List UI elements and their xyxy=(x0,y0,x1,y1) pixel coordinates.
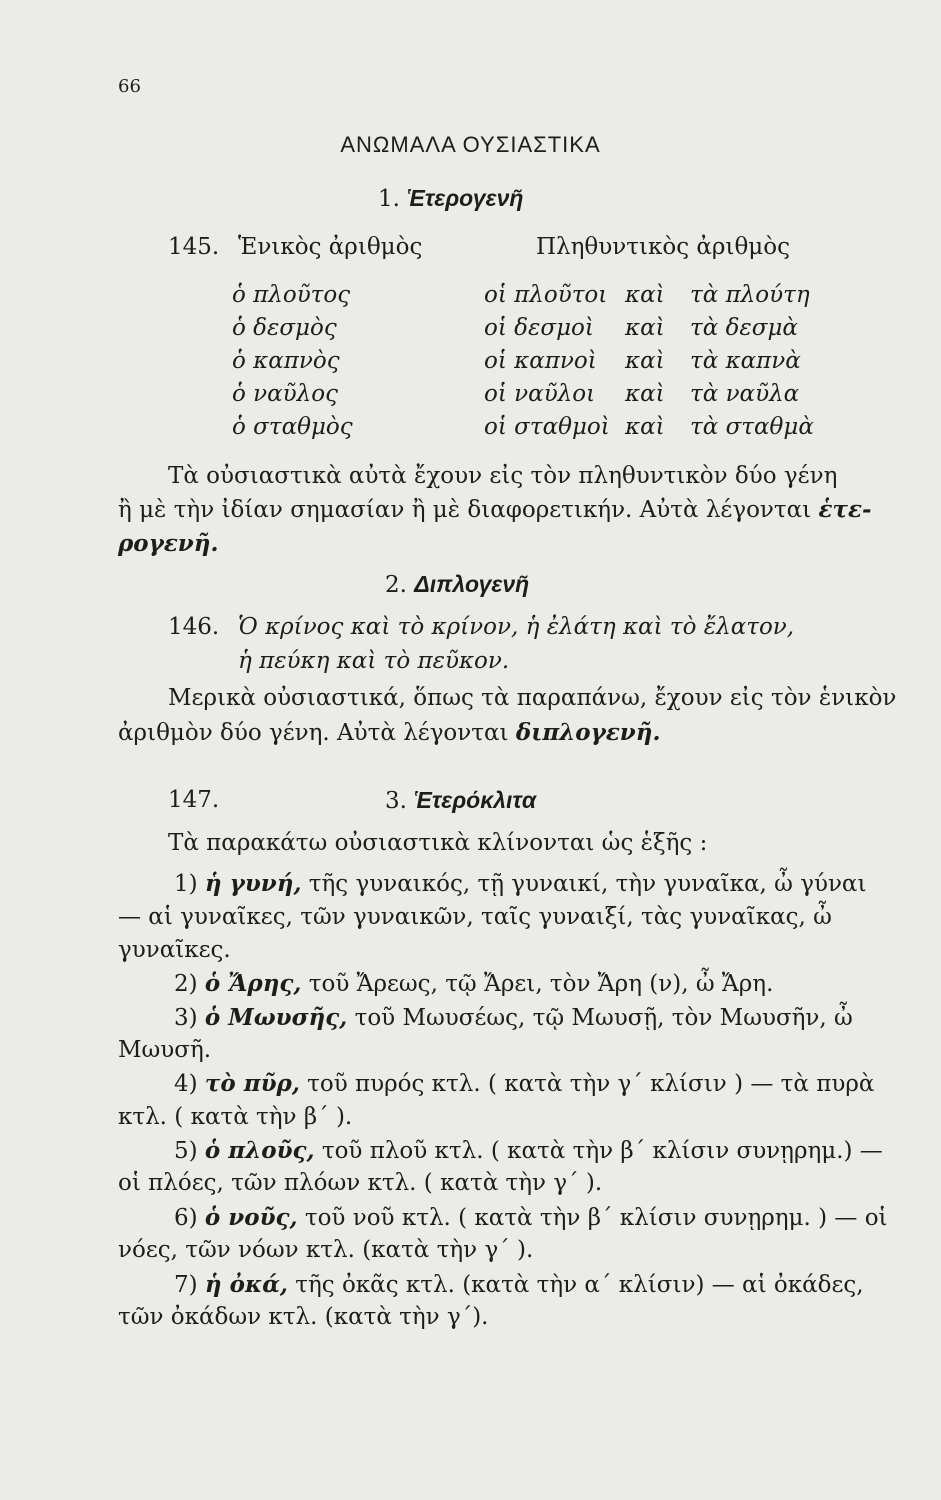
table-cell-plural-neut: τὰ ναῦλα xyxy=(690,381,800,407)
item-number: 4) xyxy=(174,1071,198,1097)
section-3-title: Ἑτερόκλιτα xyxy=(414,787,537,813)
item-text: τοῦ πυρός κτλ. ( κατὰ τὴν γ΄ κλίσιν ) — τὰ πυρὰ xyxy=(307,1071,875,1097)
table-cell-and: καὶ xyxy=(625,315,665,341)
item-headword: ἡ γυνή, xyxy=(204,870,302,897)
item-number: 1) xyxy=(174,871,198,897)
section-3-heading xyxy=(385,787,536,814)
section-1-title: Ἑτερογενῆ xyxy=(407,185,524,211)
column-header-singular: Ἑνικὸς ἀριθμὸς xyxy=(238,234,423,260)
list-item-4 xyxy=(174,1070,874,1097)
section-2-text-line: Μερικὰ οὐσιαστικά, ὅπως τὰ παραπάνω, ἔχουν εἰς τὸν ἑνικὸν xyxy=(168,685,897,711)
table-cell-plural-masc: οἱ σταθμοὶ xyxy=(484,414,610,440)
section-3-number: 3. xyxy=(385,788,407,814)
item-number: 2) xyxy=(174,971,198,997)
table-cell-and: καὶ xyxy=(625,282,665,308)
list-item-7 xyxy=(174,1271,864,1298)
list-item-3 xyxy=(174,1004,853,1031)
item-headword: ὁ Ἄρης, xyxy=(204,970,302,997)
item-headword: ἡ ὀκά, xyxy=(204,1271,288,1298)
item-headword: τὸ πῦρ, xyxy=(204,1070,300,1097)
table-cell-plural-masc: οἱ ναῦλοι xyxy=(484,381,596,407)
list-item-3-cont: Μωυσῆ. xyxy=(118,1037,212,1063)
table-cell-singular: ὁ ναῦλος xyxy=(232,381,338,407)
section-2-heading xyxy=(385,571,529,598)
list-item-6 xyxy=(174,1204,888,1231)
paragraph-146-number: 146. xyxy=(168,614,220,640)
list-item-5-cont: οἱ πλόες, τῶν πλόων κτλ. ( κατὰ τὴν γ΄ ). xyxy=(118,1170,603,1196)
example-line: ἡ πεύκη καὶ τὸ πεῦκον. xyxy=(238,648,510,674)
item-text: τῆς ὀκᾶς κτλ. (κατὰ τὴν α΄ κλίσιν) — αἱ ὀκάδες, xyxy=(295,1272,864,1298)
section-1-heading xyxy=(378,185,523,212)
item-text: τῆς γυναικός, τῇ γυναικί, τὴν γυναῖκα, ὦ γύναι xyxy=(308,871,867,897)
table-cell-plural-neut: τὰ καπνὰ xyxy=(690,348,801,374)
section-1-text-line: Τὰ οὐσιαστικὰ αὐτὰ ἔχουν εἰς τὸν πληθυντικὸν δύο γένη xyxy=(168,463,838,489)
table-cell-plural-neut: τὰ πλούτη xyxy=(690,282,810,308)
list-item-5 xyxy=(174,1137,883,1164)
item-number: 3) xyxy=(174,1005,198,1031)
item-number: 6) xyxy=(174,1205,198,1231)
list-item-1-cont: — αἱ γυναῖκες, τῶν γυναικῶν, ταῖς γυναιξί, τὰς γυναῖκας, ὦ xyxy=(118,904,832,930)
text-run: ἀριθμὸν δύο γένη. Αὐτὰ λέγονται xyxy=(118,720,516,746)
item-headword: ὁ νοῦς, xyxy=(204,1204,298,1231)
term-heterogeneous: ἑτε- xyxy=(818,496,872,523)
section-1-text-line xyxy=(118,496,872,523)
table-cell-plural-neut: τὰ σταθμὰ xyxy=(690,414,814,440)
item-number: 7) xyxy=(174,1272,198,1298)
term-double-gender: διπλογενῆ. xyxy=(515,719,661,746)
text-run: ἢ μὲ τὴν ἰδίαν σημασίαν ἢ μὲ διαφορετικήν. Αὐτὰ λέγονται xyxy=(118,497,819,523)
example-line: Ὁ κρίνος καὶ τὸ κρίνον, ἡ ἐλάτη καὶ τὸ ἔλατον, xyxy=(238,614,795,640)
item-text: τοῦ Ἄρεως, τῷ Ἄρει, τὸν Ἄρη (ν), ὦ Ἄρη. xyxy=(308,971,774,997)
table-cell-singular: ὁ δεσμὸς xyxy=(232,315,337,341)
table-cell-plural-masc: οἱ καπνοὶ xyxy=(484,348,597,374)
section-2-text-line xyxy=(118,719,661,746)
table-cell-and: καὶ xyxy=(625,348,665,374)
item-text: τοῦ Μωυσέως, τῷ Μωυσῇ, τὸν Μωυσῆν, ὦ xyxy=(354,1005,853,1031)
page-number: 66 xyxy=(118,76,141,97)
table-cell-singular: ὁ πλοῦτος xyxy=(232,282,351,308)
table-cell-plural-neut: τὰ δεσμὰ xyxy=(690,315,798,341)
section-2-title: Διπλογενῆ xyxy=(414,571,530,597)
paragraph-147-number: 147. xyxy=(168,787,220,813)
list-item-6-cont: νόες, τῶν νόων κτλ. (κατὰ τὴν γ΄ ). xyxy=(118,1237,534,1263)
section-2-number: 2. xyxy=(385,572,407,598)
item-text: τοῦ πλοῦ κτλ. ( κατὰ τὴν β΄ κλίσιν συνῃρημ.) — xyxy=(321,1138,883,1164)
table-cell-and: καὶ xyxy=(625,414,665,440)
column-header-plural: Πληθυντικὸς ἀριθμὸς xyxy=(536,234,790,260)
paragraph-145-number: 145. xyxy=(168,234,220,260)
term-heterogeneous-cont: ρογενῆ. xyxy=(118,530,219,557)
item-number: 5) xyxy=(174,1138,198,1164)
table-cell-plural-masc: οἱ πλοῦτοι xyxy=(484,282,608,308)
item-headword: ὁ πλοῦς, xyxy=(204,1137,315,1164)
table-cell-singular: ὁ σταθμὸς xyxy=(232,414,353,440)
table-cell-plural-masc: οἱ δεσμοὶ xyxy=(484,315,594,341)
list-item-1-cont: γυναῖκες. xyxy=(118,937,231,963)
chapter-title: ΑΝΩΜΑΛΑ ΟΥΣΙΑΣΤΙΚΑ xyxy=(340,132,601,157)
list-item-2 xyxy=(174,970,773,997)
section-3-intro: Τὰ παρακάτω οὐσιαστικὰ κλίνονται ὡς ἑξῆς : xyxy=(168,830,708,856)
item-text: τοῦ νοῦ κτλ. ( κατὰ τὴν β΄ κλίσιν συνῃρημ. ) — οἱ xyxy=(304,1205,888,1231)
section-1-number: 1. xyxy=(378,186,400,212)
list-item-1 xyxy=(174,870,866,897)
table-cell-singular: ὁ καπνὸς xyxy=(232,348,340,374)
table-cell-and: καὶ xyxy=(625,381,665,407)
list-item-7-cont: τῶν ὀκάδων κτλ. (κατὰ τὴν γ΄). xyxy=(118,1304,489,1330)
list-item-4-cont: κτλ. ( κατὰ τὴν β΄ ). xyxy=(118,1104,353,1130)
item-headword: ὁ Μωυσῆς, xyxy=(204,1004,348,1031)
